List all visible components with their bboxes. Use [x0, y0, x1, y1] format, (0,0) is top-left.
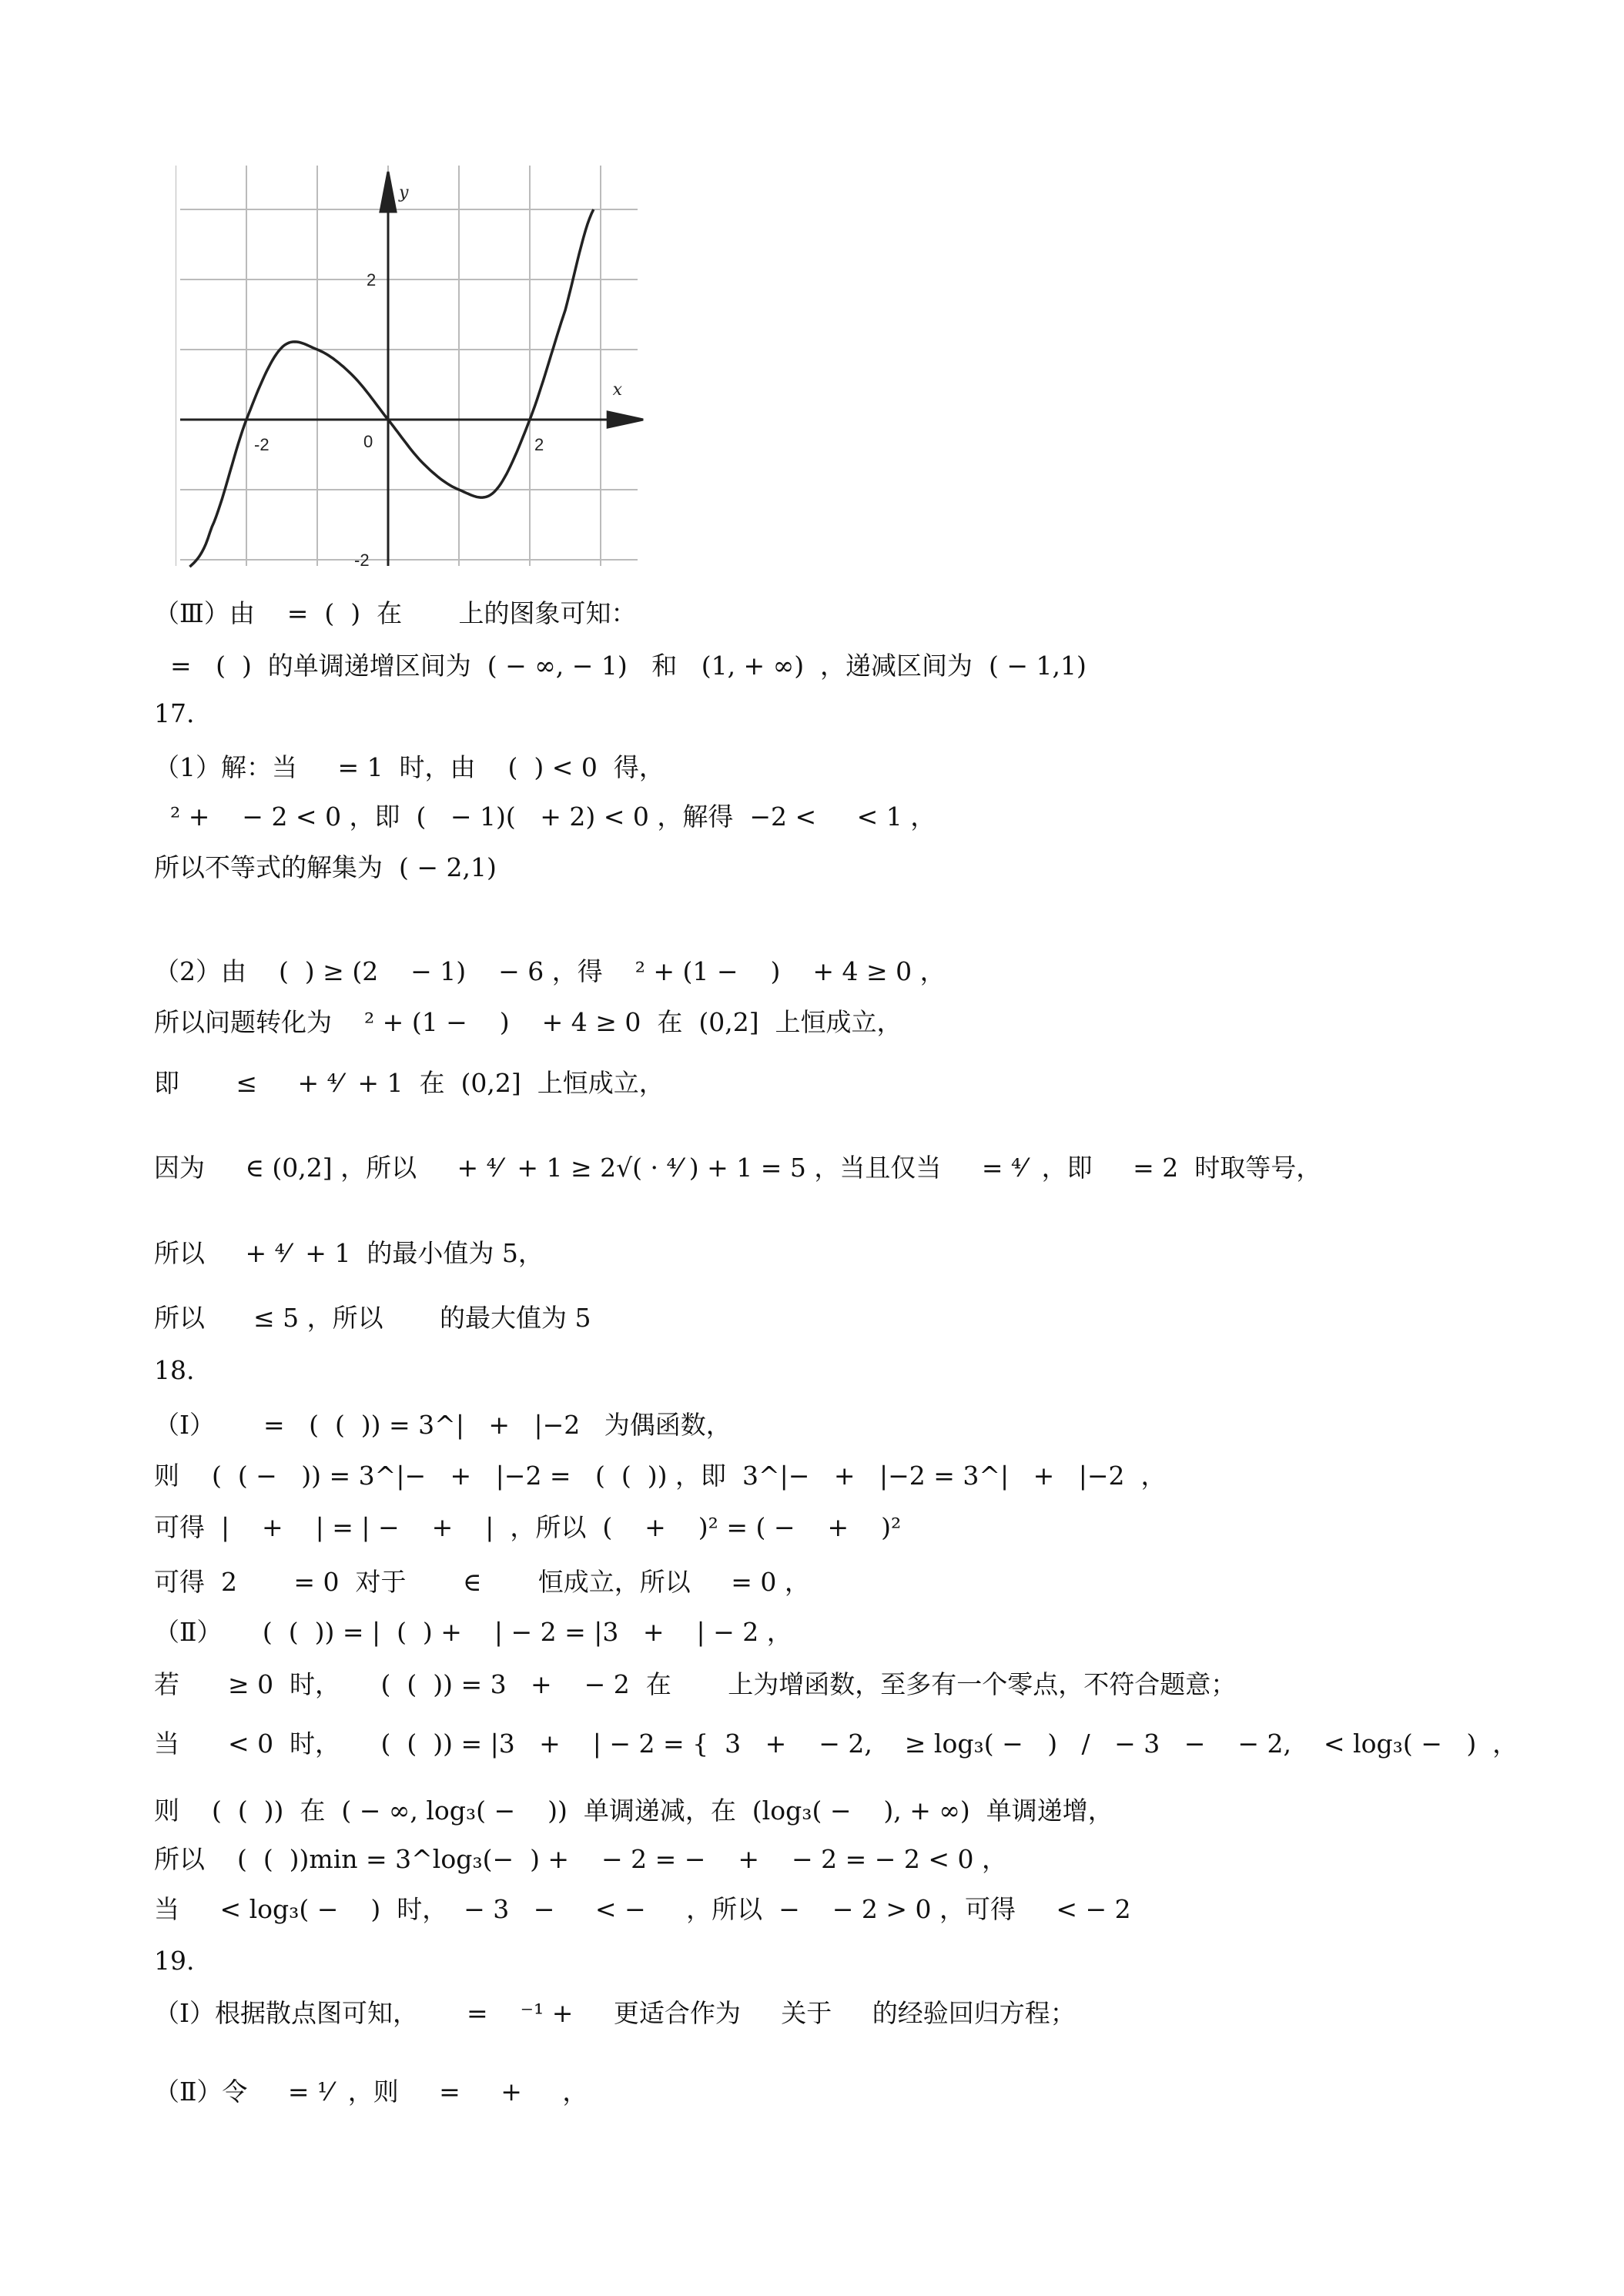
x-tick-label: -2 — [254, 435, 270, 454]
text-line: （Ⅱ）令 = ¹⁄ ，则 = + ， — [154, 2077, 588, 2107]
text-line: （Ⅰ） = ( ( )) = 3^| + |−2 为偶函数， — [154, 1410, 732, 1440]
y-axis-label: y — [399, 183, 409, 202]
text-line: = ( ) 的单调递增区间为 ( − ∞, − 1) 和 (1, + ∞) ，递减区间为 ( − 1,1) — [154, 651, 1087, 681]
tick-labels — [254, 183, 623, 570]
text-line: 可得 | + | = | − + | ，所以 ( + )² = ( − + )² — [154, 1512, 902, 1542]
text-line: 所以不等式的解集为 ( − 2,1) — [154, 852, 497, 882]
text-line: 当 < 0 时， ( ( )) = |3 + | − 2 = { 3 + − 2, ≥ log₃( − ) / − 3 − − 2, < log₃( − ) ， — [154, 1729, 1519, 1759]
x-tick-label: 2 — [534, 435, 544, 454]
text-line: 17. — [154, 698, 195, 728]
text-line: 所以问题转化为 ² + (1 − ) + 4 ≥ 0 在 (0,2] 上恒成立， — [154, 1007, 902, 1037]
text-line: （Ⅱ） ( ( )) = | ( ) + | − 2 = |3 + | − 2 ， — [154, 1617, 792, 1647]
y-axis-arrow-icon — [380, 172, 396, 212]
text-line: 则 ( ( − )) = 3^|− + |−2 = ( ( )) ，即 3^|− + |−2 = 3^| + |−2 ， — [154, 1461, 1167, 1491]
text-line: 18. — [154, 1355, 195, 1385]
axes — [180, 172, 643, 566]
text-line: 因为 ∈ (0,2] ，所以 + ⁴⁄ + 1 ≥ 2√( · ⁴⁄ ) + 1 = 5 ，当且仅当 = ⁴⁄ ，即 = 2 时取等号， — [154, 1153, 1322, 1183]
text-line: 则 ( ( )) 在 ( − ∞, log₃( − )) 单调递减，在 (log₃( − ), + ∞) 单调递增， — [154, 1796, 1113, 1826]
y-tick-label: 2 — [367, 270, 377, 290]
y-tick-label: -2 — [354, 551, 370, 570]
text-line: 19. — [154, 1946, 195, 1976]
origin-label: 0 — [363, 432, 373, 451]
function-curve — [189, 209, 593, 567]
text-line: 当 < log₃( − ) 时， − 3 − < − ，所以 − − 2 > 0 ，可得 < − 2 — [154, 1894, 1131, 1924]
text-line: 若 ≥ 0 时， ( ( )) = 3 + − 2 在 上为增函数，至多有一个零点，不符合题意； — [154, 1669, 1237, 1699]
text-line: 可得 2 = 0 对于 ∈ 恒成立，所以 = 0 ， — [154, 1567, 810, 1597]
text-line: 即 ≤ + ⁴⁄ + 1 在 (0,2] 上恒成立， — [154, 1068, 665, 1098]
text-line: （Ⅰ）根据散点图可知， = ⁻¹ + 更适合作为 关于 的经验回归方程； — [154, 1998, 1076, 2028]
grid — [176, 166, 638, 566]
text-line: 所以 + ⁴⁄ + 1 的最小值为 5， — [154, 1238, 544, 1268]
text-line: ² + − 2 < 0 ，即 ( − 1)( + 2) < 0 ，解得 −2 < < 1 ， — [154, 802, 936, 832]
text-line: 所以 ( ( ))min = 3^log₃(− ) + − 2 = − + − 2 = − 2 < 0 ， — [154, 1844, 1008, 1874]
text-line: （1）解：当 = 1 时，由 ( ) < 0 得， — [154, 752, 665, 782]
x-axis-arrow-icon — [608, 412, 643, 427]
function-graph — [176, 158, 653, 574]
text-line: （2）由 ( ) ≥ (2 − 1) − 6 ，得 ² + (1 − ) + 4 ≥ 0 ， — [154, 956, 946, 986]
x-axis-label: x — [612, 380, 623, 400]
text-line: （Ⅲ）由 = ( ) 在 上的图象可知： — [154, 598, 637, 628]
text-line: 所以 ≤ 5 ，所以 的最大值为 5 — [154, 1303, 591, 1333]
